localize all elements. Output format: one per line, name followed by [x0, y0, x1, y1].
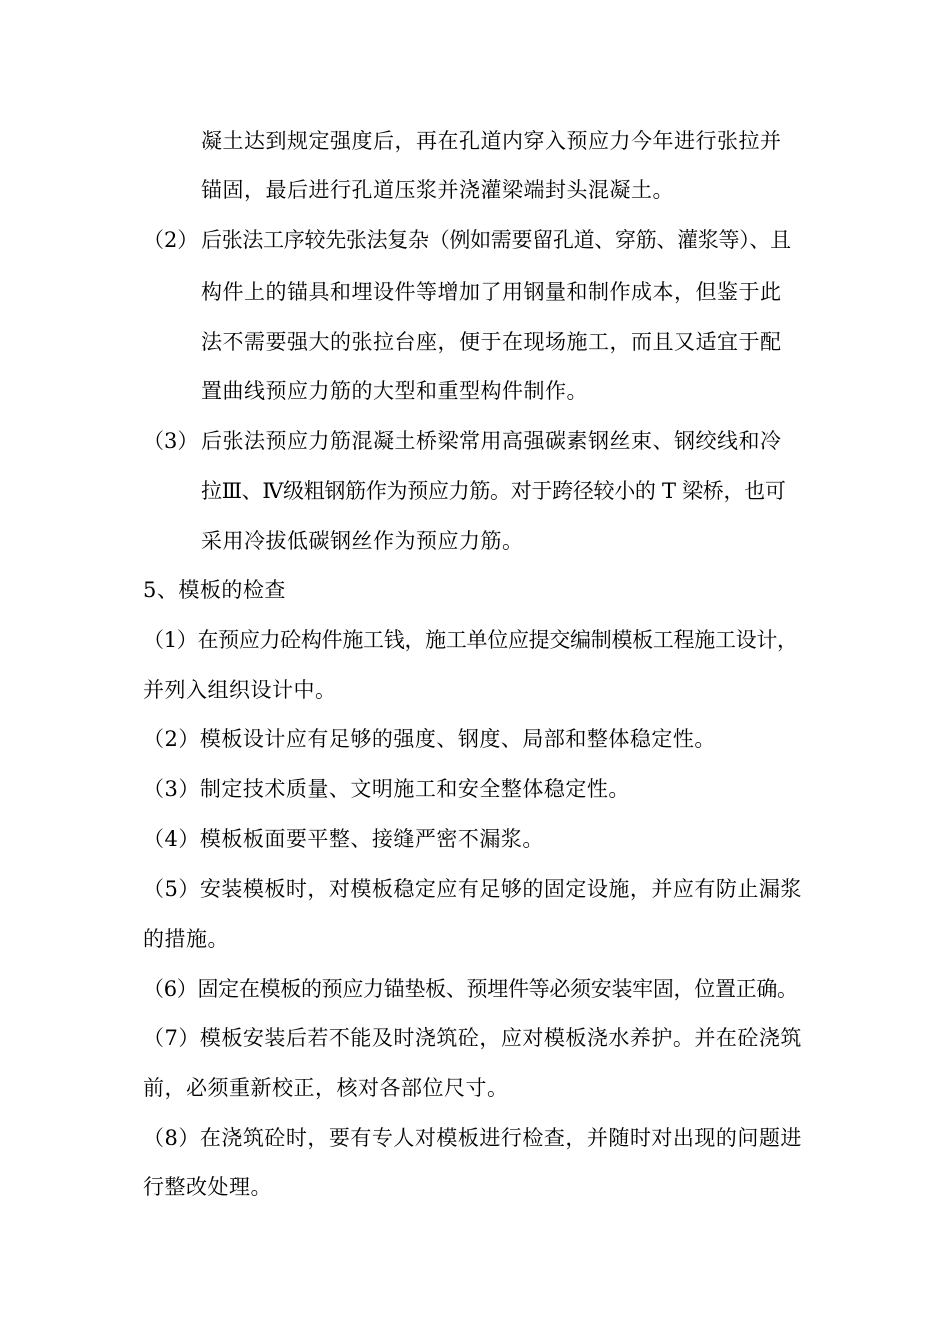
section5-p7-line-1: （7）模板安装后若不能及时浇筑砼，应对模板浇水养护。并在砼浇筑 — [143, 1026, 802, 1050]
item3-line-2: 拉Ⅲ、Ⅳ级粗钢筋作为预应力筋。对于跨径较小的 T 梁桥，也可 — [201, 479, 786, 503]
item2-marker: （2） — [143, 228, 199, 252]
section5-p1-line-2: 并列入组织设计中。 — [143, 678, 337, 702]
section5-p7-line-2: 前，必须重新校正，核对各部位尺寸。 — [143, 1076, 509, 1100]
section5-p8-line-1: （8）在浇筑砼时，要有专人对模板进行检查，并随时对出现的问题进 — [143, 1126, 802, 1150]
section5-p2: （2）模板设计应有足够的强度、钢度、局部和整体稳定性。 — [143, 727, 716, 751]
item1-line-1: 凝土达到规定强度后，再在孔道内穿入预应力今年进行张拉并 — [201, 129, 782, 153]
item3-marker: （3） — [143, 429, 199, 453]
item3-line-3: 采用冷拔低碳钢丝作为预应力筋。 — [201, 529, 524, 553]
section5-p5-line-1: （5）安装模板时，对模板稳定应有足够的固定设施，并应有防止漏浆 — [143, 877, 802, 901]
section5-p6: （6）固定在模板的预应力锚垫板、预埋件等必须安装牢固，位置正确。 — [143, 977, 798, 1001]
section5-p8-line-2: 行整改处理。 — [143, 1175, 272, 1199]
item2-line-1: 后张法工序较先张法复杂（例如需要留孔道、穿筋、灌浆等）、且 — [201, 228, 791, 252]
section5-p4: （4）模板板面要平整、接缝严密不漏浆。 — [143, 827, 544, 851]
section5-p1-line-1: （1）在预应力砼构件施工钱，施工单位应提交编制模板工程施工设计， — [143, 628, 798, 652]
section5-p5-line-2: 的措施。 — [143, 927, 229, 951]
item2-line-3: 法不需要强大的张拉台座，便于在现场施工，而且又适宜于配 — [201, 330, 782, 354]
item2-line-4: 置曲线预应力筋的大型和重型构件制作。 — [201, 379, 588, 403]
section5-heading: 5、模板的检查 — [143, 578, 286, 602]
item3-line-1: 后张法预应力筋混凝土桥梁常用高强碳素钢丝束、钢绞线和冷 — [201, 429, 782, 453]
section5-p3: （3）制定技术质量、文明施工和安全整体稳定性。 — [143, 777, 630, 801]
item2-line-2: 构件上的锚具和埋设件等增加了用钢量和制作成本，但鉴于此 — [201, 280, 782, 304]
item1-line-2: 锚固，最后进行孔道压浆并浇灌梁端封头混凝土。 — [201, 178, 674, 202]
